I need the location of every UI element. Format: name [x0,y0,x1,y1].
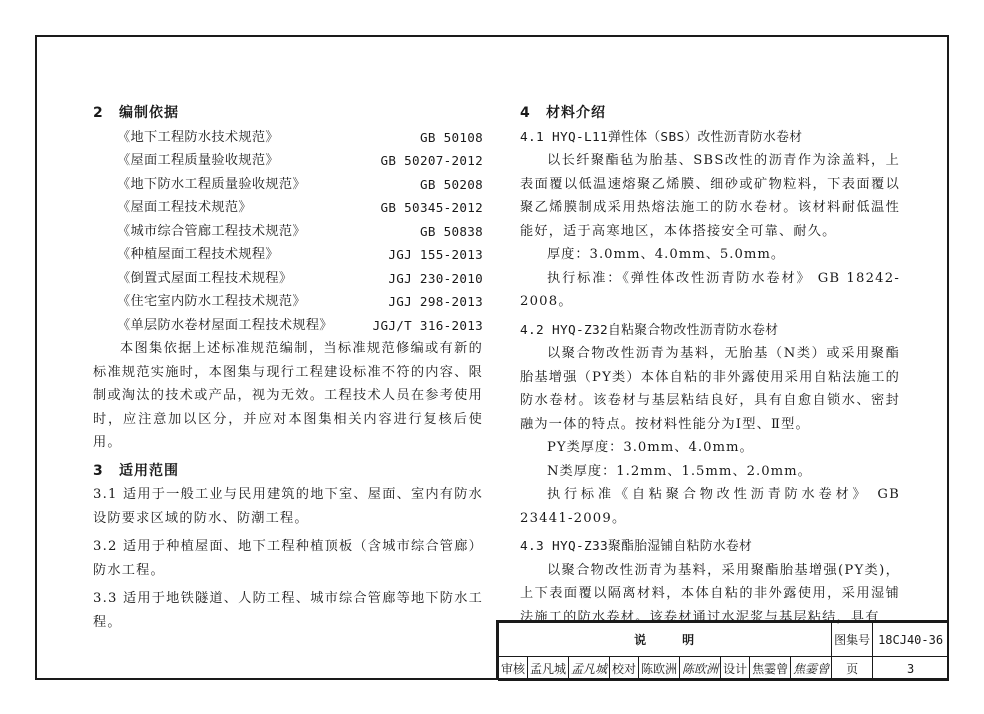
standard-code: JGJ/T 316-2013 [372,317,483,333]
material-4-2-description: 以聚合物改性沥青为基料，无胎基（N类）或采用聚酯胎基增强（PY类）本体自粘的非外露使用采用自粘法施工的防水卷材。该卷材与基层粘结良好，具有自愈自锁水、密封融为一体的特点。按材料性能分为Ⅰ型、Ⅱ型。 [520,346,900,432]
section-number: 2 [93,105,104,121]
material-4-1-heading: 4.1 HYQ-L11弹性体（SBS）改性沥青防水卷材 [520,129,803,145]
standard-row [93,243,483,267]
section-2-note: 本图集依据上述标准规范编制，当标准规范修编或有新的标准规范实施时，本图集与现行工程建设标准不符的内容、限制或淘汰的技术或产品，视为无效。工程技术人员在参考使用时，应注意加以区分，并应对本图集相关内容进行复核后使用。 [93,341,483,450]
standard-code: JGJ 155-2013 [388,247,483,262]
standard-name: 《地下防水工程质量验收规范》 [117,176,306,192]
scope-item-1: 3.1 适用于一般工业与民用建筑的地下室、屋面、室内有防水设防要求区域的防水、防潮工程。 [93,487,483,526]
material-4-2-heading: 4.2 HYQ-Z32自粘聚合物改性沥青防水卷材 [520,322,779,338]
standard-row [93,173,483,197]
section-4-heading [520,102,900,126]
section-title: 适用范围 [119,462,179,479]
standard-code: JGJ 230-2010 [388,270,483,286]
standards-list [93,126,483,338]
design-name: 焦霎曾 [750,657,791,681]
page-label: 页 [832,657,873,681]
section-number: 4 [520,105,531,121]
standard-code: GB 50108 [419,129,483,145]
standard-code: GB 50207-2012 [380,153,483,168]
material-4-1-thickness: 厚度：3.0mm、4.0mm、5.0mm。 [547,247,786,262]
standard-code: GB 50208 [419,176,483,192]
check-signature: 陈欧洲 [680,657,721,681]
standard-name: 《单层防水卷材屋面工程技术规程》 [117,317,333,333]
review-signature: 孟凡城 [569,657,610,681]
page-number: 3 [873,657,949,681]
standard-row [93,290,483,314]
design-signature: 焦霎曾 [791,657,832,681]
section-3-heading [93,460,483,484]
standard-name: 《屋面工程质量验收规范》 [117,153,279,168]
review-name: 孟凡城 [528,657,569,681]
material-4-3-heading: 4.3 HYQ-Z33聚酯胎湿铺自粘防水卷材 [520,539,753,554]
section-title: 材料介绍 [546,105,606,121]
sheet-title: 说明 [499,623,832,657]
standard-name: 《种植屋面工程技术规程》 [117,247,279,262]
standard-row [93,196,483,220]
standard-row [93,267,483,291]
standard-name: 《屋面工程技术规范》 [117,200,252,215]
standard-code: JGJ 298-2013 [388,294,483,309]
material-4-1-description: 以长纤聚酯毡为胎基、SBS改性的沥青作为涂盖料，上表面覆以低温速熔聚乙烯膜、细砂或矿物粒料，下表面覆以聚乙烯膜制成采用热熔法施工的防水卷材。该材料耐低温性能好，适于高寒地区，本体搭接安全可靠、耐久。 [520,153,900,239]
material-4-2-standard: 执行标准《自粘聚合物改性沥青防水卷材》 GB 23441-2009。 [520,487,900,526]
atlas-number: 18CJ40-36 [873,623,949,657]
material-4-2-py-thickness: PY类厚度：3.0mm、4.0mm。 [547,440,754,455]
standard-code: GB 50345-2012 [380,200,483,215]
scope-item-2: 3.2 适用于种植屋面、地下工程种植顶板（含城市综合管廊）防水工程。 [93,539,483,578]
section-number: 3 [93,462,104,479]
section-2-heading [93,102,483,126]
check-name: 陈欧洲 [639,657,680,681]
standard-row [93,220,483,244]
standard-row [93,149,483,173]
title-block [496,620,949,680]
standard-name: 《倒置式屋面工程技术规程》 [117,270,293,286]
design-label: 设计 [721,657,750,681]
standard-row [93,314,483,338]
material-4-1-standard: 执行标准：《弹性体改性沥青防水卷材》 GB 18242-2008。 [520,270,900,309]
material-4-3-description: 以聚合物改性沥青为基料，采用聚酯胎基增强(PY类)，上下表面覆以隔离材料，本体自粘的非外露使用，采用湿铺法施工的防水卷材。该卷材通过水泥浆与基层粘结，具有 [520,562,900,625]
left-column [93,102,483,634]
standard-row [93,126,483,150]
material-4-2-n-thickness: N类厚度：1.2mm、1.5mm、2.0mm。 [547,463,812,479]
standard-code: GB 50838 [419,223,483,239]
atlas-number-label: 图集号 [832,623,873,657]
standard-name: 《城市综合管廊工程技术规范》 [117,223,306,239]
standard-name: 《地下工程防水技术规范》 [117,129,279,145]
review-label: 审核 [499,657,528,681]
right-column [520,102,900,629]
section-title: 编制依据 [119,105,179,121]
scope-item-3: 3.3 适用于地铁隧道、人防工程、城市综合管廊等地下防水工程。 [93,591,483,630]
standard-name: 《住宅室内防水工程技术规范》 [117,294,306,309]
check-label: 校对 [610,657,639,681]
